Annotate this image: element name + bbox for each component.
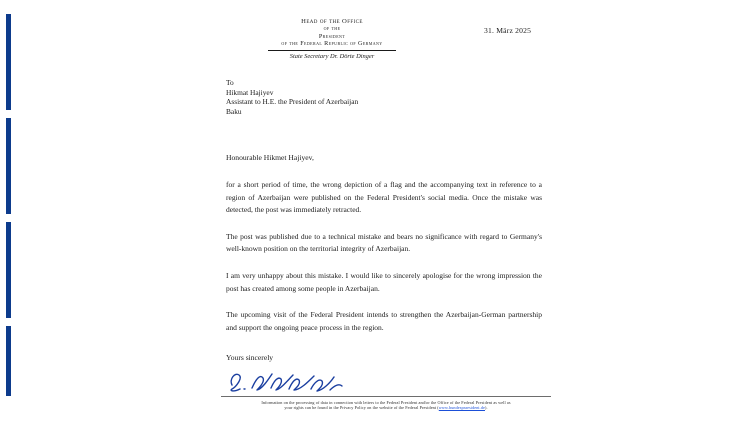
letterhead-line-4: of the Federal Republic of Germany (281, 40, 383, 48)
address-role: Assistant to H.E. the President of Azerbaijan (226, 97, 359, 107)
band-bar-2 (6, 118, 11, 214)
footer-line-2 (22, 405, 750, 410)
footer-line-2-prefix: your rights can be found in the Privacy Policy on the website of the Federal President ( (284, 405, 439, 411)
signature (226, 365, 346, 399)
paragraph-1: for a short period of time, the wrong depiction of a flag and the accompanying text in reference to a region of Azerbaijan were published on the Federal President's social media. Once the mistake was detected, the post was immediately retracted. (226, 180, 542, 215)
letter-body (226, 152, 542, 399)
privacy-policy-link[interactable]: www.bundespraesident.de (438, 405, 485, 411)
letterhead-divider (268, 50, 396, 51)
address-name: Hikmat Hajiyev (226, 87, 274, 97)
footer-line-1: Information on the processing of data in connection with letters to the Federal President and/or the Office of the Federal President as well as (261, 400, 511, 405)
letter-sheet (22, 0, 750, 422)
paragraph-3: I am very unhappy about this mistake. I would like to sincerely apologise for the wrong impression the post has created among some people in Azerbaijan. (226, 270, 542, 293)
footer-line-2-suffix: ). (484, 405, 488, 411)
address-to: To (226, 78, 234, 87)
address-block (226, 78, 358, 116)
footer (22, 396, 750, 411)
letterhead-line-2: of the (323, 25, 341, 33)
salutation: Honourable Hikmet Hajiyev, (226, 153, 314, 162)
band-bar-1 (6, 14, 11, 110)
paragraph-4: The upcoming visit of the Federal President intends to strengthen the Azerbaijan-German partnership and support the ongoing peace process in the region. (226, 310, 542, 332)
closing: Yours sincerely (226, 353, 274, 363)
letterhead-line-1: Head of the Office (301, 18, 363, 25)
band-bar-4 (6, 326, 11, 396)
left-decorative-band (0, 0, 22, 422)
footer-divider (221, 396, 551, 397)
letterhead-line-3: President (318, 32, 346, 40)
letterhead (222, 18, 442, 61)
letterhead-subtitle: State Secretary Dr. Dörte Dinger (289, 53, 375, 61)
address-city: Baku (226, 106, 242, 116)
band-bar-3 (6, 222, 11, 318)
letter-date: 31. März 2025 (484, 26, 532, 35)
paragraph-2: The post was published due to a technical mistake and bears no significance with regard to Germany's well-known position on the territorial integrity of Azerbaijan. (226, 231, 542, 254)
